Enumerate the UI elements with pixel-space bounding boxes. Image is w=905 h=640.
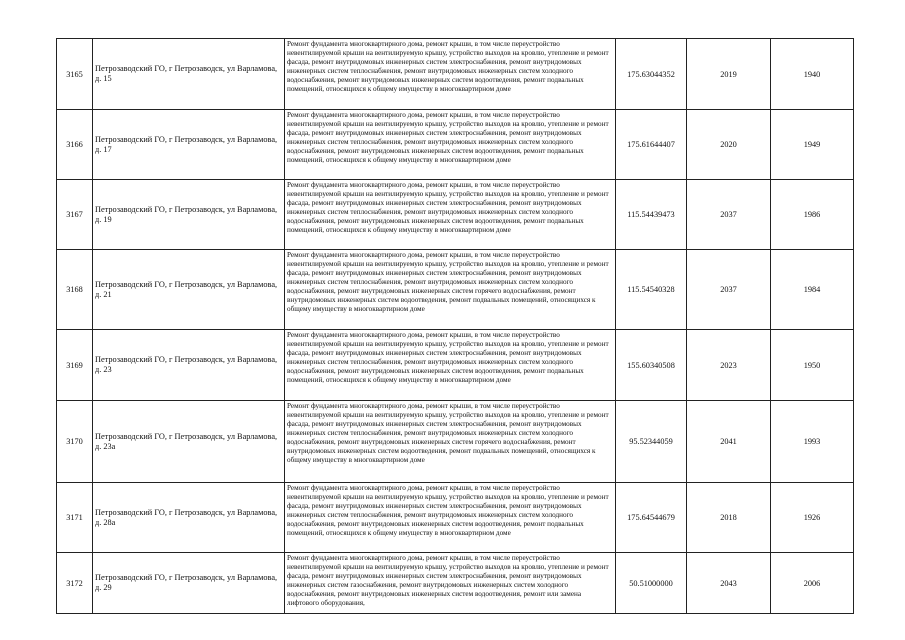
planned-year: 2020 [687, 110, 771, 180]
row-number: 3172 [57, 553, 93, 614]
area-value: 115.54540328 [616, 250, 687, 330]
row-number: 3168 [57, 250, 93, 330]
build-year: 1949 [771, 110, 854, 180]
build-year: 1986 [771, 180, 854, 250]
table-row [57, 110, 854, 180]
row-number: 3166 [57, 110, 93, 180]
row-number: 3170 [57, 401, 93, 483]
house-address: Петрозаводский ГО, г Петрозаводск, ул Варламова, д. 28а [93, 483, 285, 553]
row-number: 3171 [57, 483, 93, 553]
capital-repair-table [56, 38, 854, 614]
house-address: Петрозаводский ГО, г Петрозаводск, ул Варламова, д. 23 [93, 330, 285, 401]
table-row [57, 553, 854, 614]
table-row [57, 401, 854, 483]
planned-year: 2023 [687, 330, 771, 401]
row-number: 3165 [57, 39, 93, 110]
table-row [57, 180, 854, 250]
row-number: 3167 [57, 180, 93, 250]
row-number: 3169 [57, 330, 93, 401]
house-address: Петрозаводский ГО, г Петрозаводск, ул Варламова, д. 15 [93, 39, 285, 110]
house-address: Петрозаводский ГО, г Петрозаводск, ул Варламова, д. 21 [93, 250, 285, 330]
repair-works: Ремонт фундамента многоквартирного дома, ремонт крыши, в том числе переустройство невентилируемой крыши на вентилируемую крышу, устройство выходов на кровлю, утепление и ремонт фасада, ремонт внутридомовых инженерных систем электроснабжения, ремонт внутридомовых инженерных систем теплоснабжения, ремонт внутридомовых инженерных систем холодного водоснабжения, ремонт внутридомовых инженерных систем горячего водоснабжения, ремонт внутридомовых инженерных систем водоотведения, ремонт подвальных помещений, относящихся к общему имуществу в многоквартирном доме [287, 402, 609, 464]
build-year: 1950 [771, 330, 854, 401]
house-address: Петрозаводский ГО, г Петрозаводск, ул Варламова, д. 19 [93, 180, 285, 250]
repair-works: Ремонт фундамента многоквартирного дома, ремонт крыши, в том числе переустройство невентилируемой крыши на вентилируемую крышу, устройство выходов на кровлю, утепление и ремонт фасада, ремонт внутридомовых инженерных систем электроснабжения, ремонт внутридомовых инженерных систем теплоснабжения, ремонт внутридомовых инженерных систем холодного водоснабжения, ремонт внутридомовых инженерных систем водоотведения, ремонт подвальных помещений, относящихся к общему имуществу в многоквартирном доме [287, 331, 609, 384]
repair-works: Ремонт фундамента многоквартирного дома, ремонт крыши, в том числе переустройство невентилируемой крыши на вентилируемую крышу, устройство выходов на кровлю, утепление и ремонт фасада, ремонт внутридомовых инженерных систем электроснабжения, ремонт внутридомовых инженерных систем теплоснабжения, ремонт внутридомовых инженерных систем холодного водоснабжения, ремонт внутридомовых инженерных систем водоотведения, ремонт подвальных помещений, относящихся к общему имуществу в многоквартирном доме [287, 111, 609, 164]
table-row [57, 483, 854, 553]
planned-year: 2037 [687, 250, 771, 330]
house-address: Петрозаводский ГО, г Петрозаводск, ул Варламова, д. 17 [93, 110, 285, 180]
area-value: 95.52344059 [616, 401, 687, 483]
table-row [57, 330, 854, 401]
area-value: 175.61644407 [616, 110, 687, 180]
planned-year: 2018 [687, 483, 771, 553]
repair-works: Ремонт фундамента многоквартирного дома, ремонт крыши, в том числе переустройство невентилируемой крыши на вентилируемую крышу, устройство выходов на кровлю, утепление и ремонт фасада, ремонт внутридомовых инженерных систем электроснабжения, ремонт внутридомовых инженерных систем теплоснабжения, ремонт внутридомовых инженерных систем холодного водоснабжения, ремонт внутридомовых инженерных систем водоотведения, ремонт подвальных помещений, относящихся к общему имуществу в многоквартирном доме [287, 40, 609, 93]
planned-year: 2019 [687, 39, 771, 110]
repair-works: Ремонт фундамента многоквартирного дома, ремонт крыши, в том числе переустройство невентилируемой крыши на вентилируемую крышу, устройство выходов на кровлю, утепление и ремонт фасада, ремонт внутридомовых инженерных систем электроснабжения, ремонт внутридомовых инженерных систем газоснабжения, ремонт внутридомовых инженерных систем холодного водоснабжения, ремонт внутридомовых инженерных систем водоотведения, ремонт или замена лифтового оборудования, [287, 554, 609, 607]
build-year: 2006 [771, 553, 854, 614]
planned-year: 2041 [687, 401, 771, 483]
area-value: 175.63044352 [616, 39, 687, 110]
build-year: 1940 [771, 39, 854, 110]
area-value: 115.54439473 [616, 180, 687, 250]
planned-year: 2043 [687, 553, 771, 614]
build-year: 1984 [771, 250, 854, 330]
planned-year: 2037 [687, 180, 771, 250]
house-address: Петрозаводский ГО, г Петрозаводск, ул Варламова, д. 23а [93, 401, 285, 483]
repair-works: Ремонт фундамента многоквартирного дома, ремонт крыши, в том числе переустройство невентилируемой крыши на вентилируемую крышу, устройство выходов на кровлю, утепление и ремонт фасада, ремонт внутридомовых инженерных систем электроснабжения, ремонт внутридомовых инженерных систем теплоснабжения, ремонт внутридомовых инженерных систем холодного водоснабжения, ремонт внутридомовых инженерных систем водоотведения, ремонт подвальных помещений, относящихся к общему имуществу в многоквартирном доме [287, 181, 609, 234]
area-value: 175.64544679 [616, 483, 687, 553]
area-value: 155.60340508 [616, 330, 687, 401]
repair-works: Ремонт фундамента многоквартирного дома, ремонт крыши, в том числе переустройство невентилируемой крыши на вентилируемую крышу, устройство выходов на кровлю, утепление и ремонт фасада, ремонт внутридомовых инженерных систем электроснабжения, ремонт внутридомовых инженерных систем теплоснабжения, ремонт внутридомовых инженерных систем холодного водоснабжения, ремонт внутридомовых инженерных систем горячего водоснабжения, ремонт внутридомовых инженерных систем водоотведения, ремонт подвальных помещений, относящихся к общему имуществу в многоквартирном доме [287, 251, 609, 313]
table-row [57, 39, 854, 110]
table-row [57, 250, 854, 330]
house-address: Петрозаводский ГО, г Петрозаводск, ул Варламова, д. 29 [93, 553, 285, 614]
area-value: 50.51000000 [616, 553, 687, 614]
build-year: 1926 [771, 483, 854, 553]
build-year: 1993 [771, 401, 854, 483]
repair-works: Ремонт фундамента многоквартирного дома, ремонт крыши, в том числе переустройство невентилируемой крыши на вентилируемую крышу, устройство выходов на кровлю, утепление и ремонт фасада, ремонт внутридомовых инженерных систем электроснабжения, ремонт внутридомовых инженерных систем теплоснабжения, ремонт внутридомовых инженерных систем холодного водоснабжения, ремонт внутридомовых инженерных систем водоотведения, ремонт подвальных помещений, относящихся к общему имуществу в многоквартирном доме [287, 484, 609, 537]
